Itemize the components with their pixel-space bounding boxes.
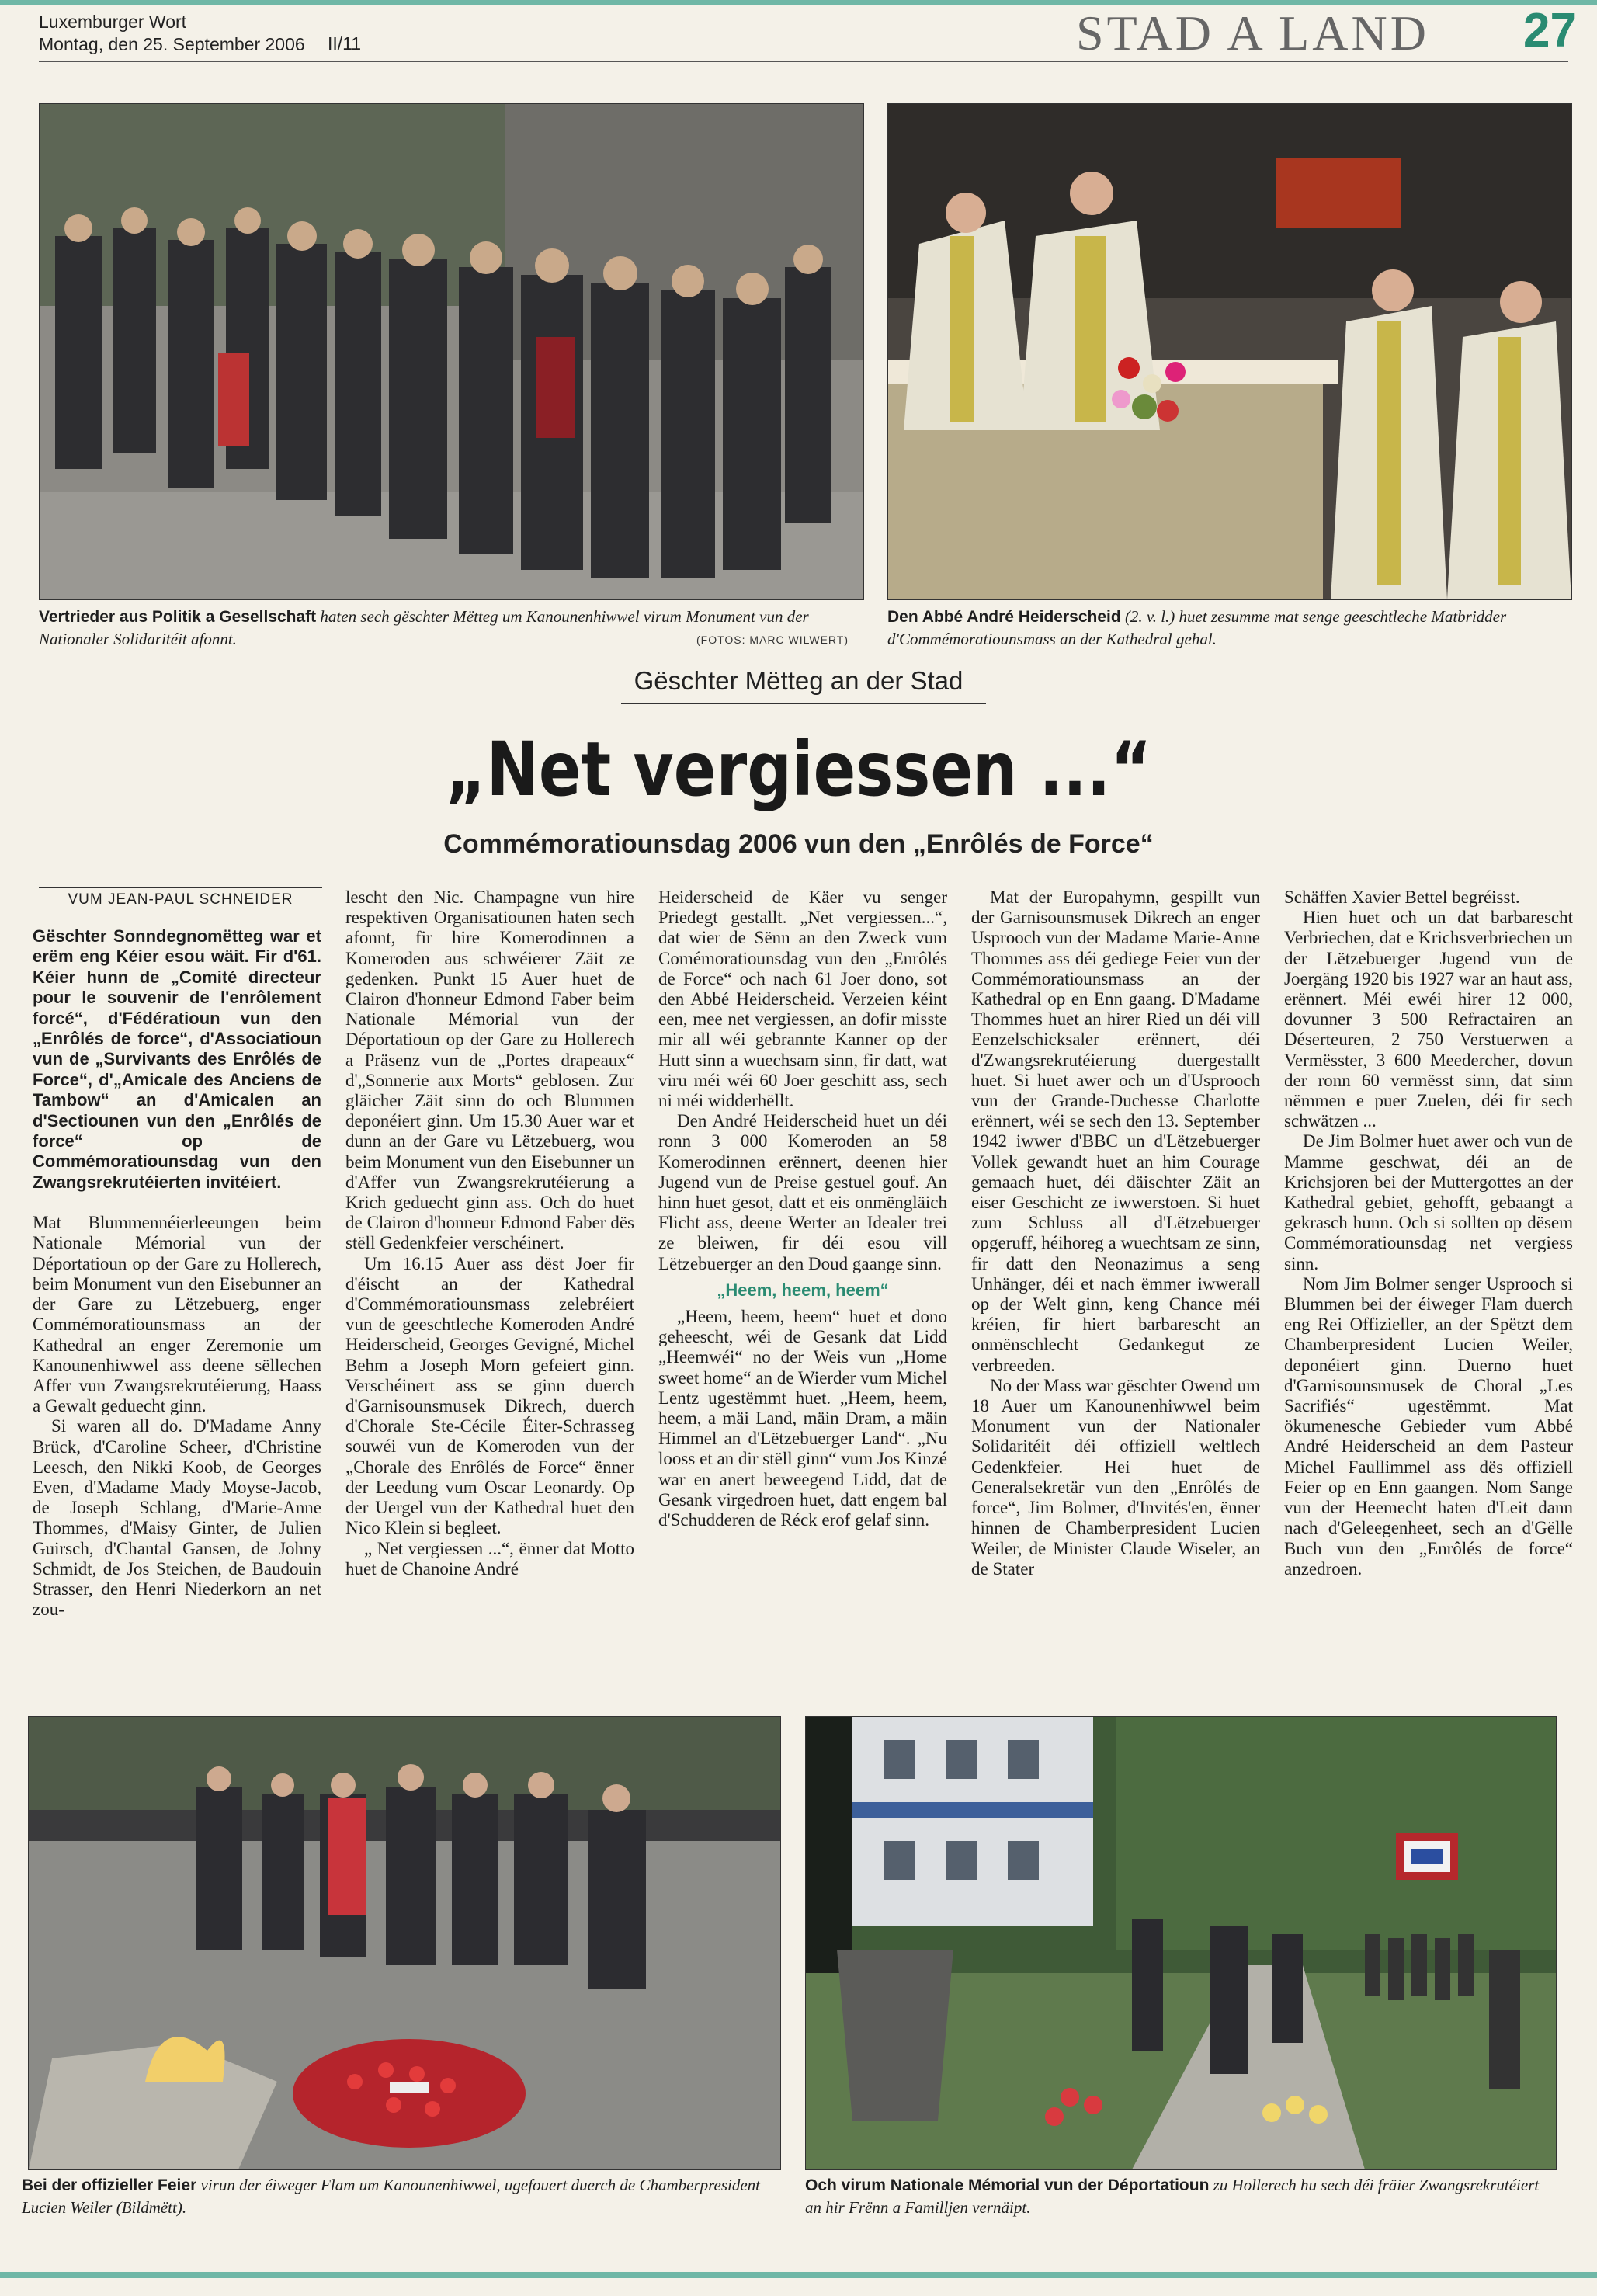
article-intro: Gëschter Sonndegnomëtteg war et erëm eng Kéier esou wäit. Fir d'61. Kéier hunn de „Comité directeur pour le souvenir de l'enrôlement forcé“, d'Fédératioun vun den „Enrôlés de force“, d'Associatioun vun de „Survivants des Enrôlés de Force“, d'„Amicale des Anciens de Tambow“ an d'Amicalen an d'Sectiounen vun den „Enrôlés de force“ op de Commémoratiounsdag vun den Zwangsrekrutéierten invitéiert. bbox=[33, 926, 321, 1192]
text-column-4 bbox=[971, 887, 1260, 1579]
photo-memorial-hollerich bbox=[805, 1716, 1557, 2170]
caption-text: virun der éiweger Flam um Kanounenhiwwel, ugefouert duerch de Chamberpresident Lucien Weiler (Bildmëtt). bbox=[22, 2176, 761, 2217]
photo-eternal-flame bbox=[28, 1716, 781, 2170]
article-subhead: Commémoratiounsdag 2006 vun den „Enrôlés de Force“ bbox=[443, 829, 1154, 859]
paragraph: Den André Heiderscheid huet un déi ronn 3 000 Komeroden an 58 Komerodinnen erënnert, deenen hier Jugend vun de Preise gestuel gouf. An hinn huet gesot, datt et eis onmëngläich Flicht ass, deene Werter an Idealer trei ze bleiwen, fir déi esou vill Lëtzebuerger an den Doud gaange sinn. bbox=[658, 1111, 947, 1273]
text-column-3 bbox=[658, 887, 947, 1530]
article-headline: „Net vergiessen ...“ bbox=[445, 726, 1152, 813]
text-column-2 bbox=[345, 887, 634, 1579]
photo-priests-mass bbox=[887, 103, 1572, 600]
article-byline: VUM JEAN-PAUL SCHNEIDER bbox=[39, 887, 322, 912]
photo-credit: (FOTOS: MARC WILWERT) bbox=[696, 634, 849, 646]
text-column-1 bbox=[33, 926, 321, 1620]
kicker-underline bbox=[621, 703, 986, 704]
caption-lead: Och virum Nationale Mémorial vun der Déportatioun bbox=[805, 2176, 1210, 2194]
caption-memorial-hollerich bbox=[805, 2174, 1558, 2218]
masthead bbox=[39, 11, 305, 56]
bottom-color-rule bbox=[0, 2272, 1597, 2278]
caption-text: zu Hollerech hu sech déi fräier Zwangsrekrutéiert an hir Frënn a Familljen vernäipt. bbox=[805, 2176, 1540, 2217]
paragraph: Si waren all do. D'Madame Anny Brück, d'Caroline Scheer, d'Christine Leesch, den Nikki Koob, de Georges Even, d'Madame Mady Moyse-Jacob, de Joseph Schlang, d'Marie-Anne Thommes, d'Maisy Ginter, de Julien Guirsch, d'Chantal Gansen, de Johny Schmidt, de Jos Steichen, de Baudouin Strasser, den Henri Niederkorn an net zou- bbox=[33, 1416, 321, 1620]
paragraph: Mat der Europahymn, gespillt vun der Garnisounsmusek Dikrech an enger Usprooch vun der Madame Marie-Anne Thommes ass déi gediege Feier vun der Commémoratiounsmass an der Kathedral op en Enn gaang. D'Madame Thommes huet an hirer Ried un déi vill Eenzelschicksaler erënnert, déi d'Zwangsrekrutéierung duergestallt huet. Si huet awer och un d'Usprooch vun der Grande-Duchesse Charlotte erënnert, wéi se sech den 13. September 1942 iwwer d'BBC un d'Lëtzebuerger Vollek gewandt huet an him Courage gemaach huet, déi däischter Zäit an eiser Geschicht ze iwwerstoen. Si huet zum Schluss all d'Lëtzebuerger opgeruff, héihoreg a wuechtsam ze sinn, fir datt den Neonazimus a seng Unhänger, déi et nach ëmmer iwwerall op der Welt ginn, keng Chance méi kréien, fir hiert barbarescht an onmënschlecht Gedankegut ze verbreeden. bbox=[971, 887, 1260, 1375]
issue-number: II/11 bbox=[328, 33, 362, 54]
paragraph: No der Mass war gëschter Owend um 18 Auer um Kanounenhiwwel beim Monument vun der Nationaler Solidaritéit déi offiziell weltlech Gedenkfeier. Hei huet de Generalsekretär vun den „Enrôlés de force“, Jim Bolmer, d'Invités'en, ënner hinnen de Chamberpresident Lucien Weiler, de Minister Claude Wiseler, an de Stater bbox=[971, 1375, 1260, 1579]
photo-crowd-monument bbox=[39, 103, 864, 600]
text-column-5 bbox=[1284, 887, 1573, 1579]
caption-priests-mass bbox=[887, 606, 1571, 650]
paragraph: Hien huet och un dat barbarescht Verbriechen, dat e Krichsverbriechen un der Lëtzebuerger Jugend vun de Joergäng 1920 bis 1927 war an haut ass, erënnert. Méi ewéi hirer 12 000, dovunner 3 500 Refractairen an Déserteuren, 2 750 Verstuerwen a Vermësster, 3 600 Meedercher, dovun der ronn 60 vermësst sinn, dat sinn nëmmen e puer Zuelen, déi fir sech schwätzen ... bbox=[1284, 908, 1573, 1131]
paragraph: Um 16.15 Auer ass dëst Joer fir d'éischt an der Kathedral d'Commémoratiounsmass zelebréiert vun de geeschtleche Komeroden André Heiderscheid, Georges Gevigné, Michel Behm a Joseph Morn gefeiert ginn. Verschéinert ass se ginn duerch d'Garnisounsmusek Dikrech, duerch d'Chorale Ste-Cécile Éiter-Schrasseg souwéi vun de Komeroden vun der „Chorale des Enrôlés de Force“ ënner der Leedung vum Oscar Leonardy. Op der Uergel vun der Kathedral huet den Nico Klein si begleet. bbox=[345, 1253, 634, 1538]
caption-lead: Bei der offizieller Feier bbox=[22, 2176, 197, 2194]
article-kicker: Gëschter Mëtteg an der Stad bbox=[634, 666, 963, 695]
publication-date: Montag, den 25. September 2006 bbox=[39, 34, 305, 54]
caption-text: haten sech gëschter Mëtteg um Kanounenhiwwel virum Monument vun der Nationaler Solidaritéit afonnt. bbox=[39, 607, 809, 648]
section-subheading: „Heem, heem, heem“ bbox=[717, 1280, 889, 1300]
caption-eternal-flame bbox=[22, 2174, 779, 2218]
caption-text: (2. v. l.) huet zesumme mat senge geeschtleche Matbridder d'Commémoratiounsmass an der Kathedral gehal. bbox=[887, 607, 1507, 648]
paper-name: Luxemburger Wort bbox=[39, 12, 187, 32]
page-number: 27 bbox=[1523, 4, 1577, 57]
paragraph: Schäffen Xavier Bettel begréisst. bbox=[1284, 887, 1520, 907]
paragraph: „ Net vergiessen ...“, ënner dat Motto huet de Chanoine André bbox=[345, 1538, 634, 1579]
paragraph: De Jim Bolmer huet awer och vun de Mamme geschwat, déi an de Krichsjoren bei der Muttergottes an der Kathedral gebiet, gehofft, gebaangt a gekrasch hunn. Och si sollten op dësem Commémoratiounsdag net vergiess sinn. bbox=[1284, 1131, 1573, 1273]
paragraph: „Heem, heem, heem“ huet et dono geheescht, wéi de Gesank dat Lidd „Heemwéi“ no der Weis vun „Home sweet home“ an de Wierder vum Michel Lentz ugestëmmt huet. „Heem, heem, heem, a mäi Land, mäin Dram, a mäin Himmel an d'Lëtzebuerger Land“. „Nu looss et an dir stëll ginn“ vum Jos Kinzé war en anert beweegend Lidd, dat de Gesank virgedroen huet, datt engem bal d'Schudderen de Réck erof gelaf sinn. bbox=[658, 1307, 947, 1530]
paragraph: Heiderscheid de Käer vu senger Priedegt gestallt. „Net vergiessen...“, dat wier de Sënn an den Zweck vum Comémoratiounsdag vun den „Enrôlés de Force“ och nach 61 Joer dono, sot den Abbé Heiderscheid. Verzeien kéint een, mee net vergiessen, an dofir misste mir all wéi gebrannte Kanner op der Hutt sinn a wuechsam sinn, fir datt, wat viru méi wéi 60 Joer geschitt ass, sech ni méi widderhëllt. bbox=[658, 887, 947, 1111]
caption-lead: Vertrieder aus Politik a Gesellschaft bbox=[39, 608, 317, 626]
section-title: STAD A LAND bbox=[1076, 5, 1429, 61]
caption-lead: Den Abbé André Heiderscheid bbox=[887, 608, 1121, 626]
paragraph: Mat Blummennéierleeungen beim Nationale Mémorial vun der Déportatioun op der Gare zu Hollerech, beim Monument vun den Eisebunner an der Gare zu Lëtzebuerg, enger Commémoratiounsmass an der Kathedral an enger Zeremonie um Kanounenhiwwel ass deene sëllechen Affer vun Zwangsrekrutéierung, Haass a Gewalt geduecht ginn. bbox=[33, 1213, 321, 1416]
paragraph: Nom Jim Bolmer senger Usprooch si Blummen bei der éiweger Flam duerch eng Rei Offizieller, an der Spëtzt dem Chamberpresident Lucien Weiler, deponéiert ginn. Duerno huet d'Garnisounsmusek de Choral „Les Sacrifiés“ ugestëmmt. Mat ökumenesche Gebieder vum Abbé André Heiderscheid an dem Pasteur Michel Faullimmel ass dës offiziell Feier op en Enn gaangen. Nom Sange vun der Heemecht haten d'Leit dann nach d'Geleegenheet, sech an d'Gëlle Buch vun den „Enrôlés de force“ anzedroen. bbox=[1284, 1273, 1573, 1579]
paragraph: lescht den Nic. Champagne vun hire respektiven Organisatiounen haten sech afonnt, fir hire Komerodinnen a Komeroden aus schwéierer Zäit ze gedenken. Punkt 15 Auer huet de Clairon d'honneur Edmond Faber beim Nationale Mémorial vun der Déportatioun op der Gare zu Hollerech a Präsenz vun de „Portes drapeaux“ d'„Sonnerie aux Morts“ geblosen. Zur gläicher Zäit sinn do och Blummen deponéiert ginn. Um 15.30 Auer war et dunn an der Gare vu Lëtzebuerg, wou beim Monument vun den Eisebunner un d'Affer vun Zwangsrekrutéierung a Krich geduecht ginn ass. Och do huet de Clairon d'honneur Edmond Faber dës stëll Gedenkfeier verschéinert. bbox=[345, 887, 634, 1253]
header-rule bbox=[39, 61, 1568, 62]
